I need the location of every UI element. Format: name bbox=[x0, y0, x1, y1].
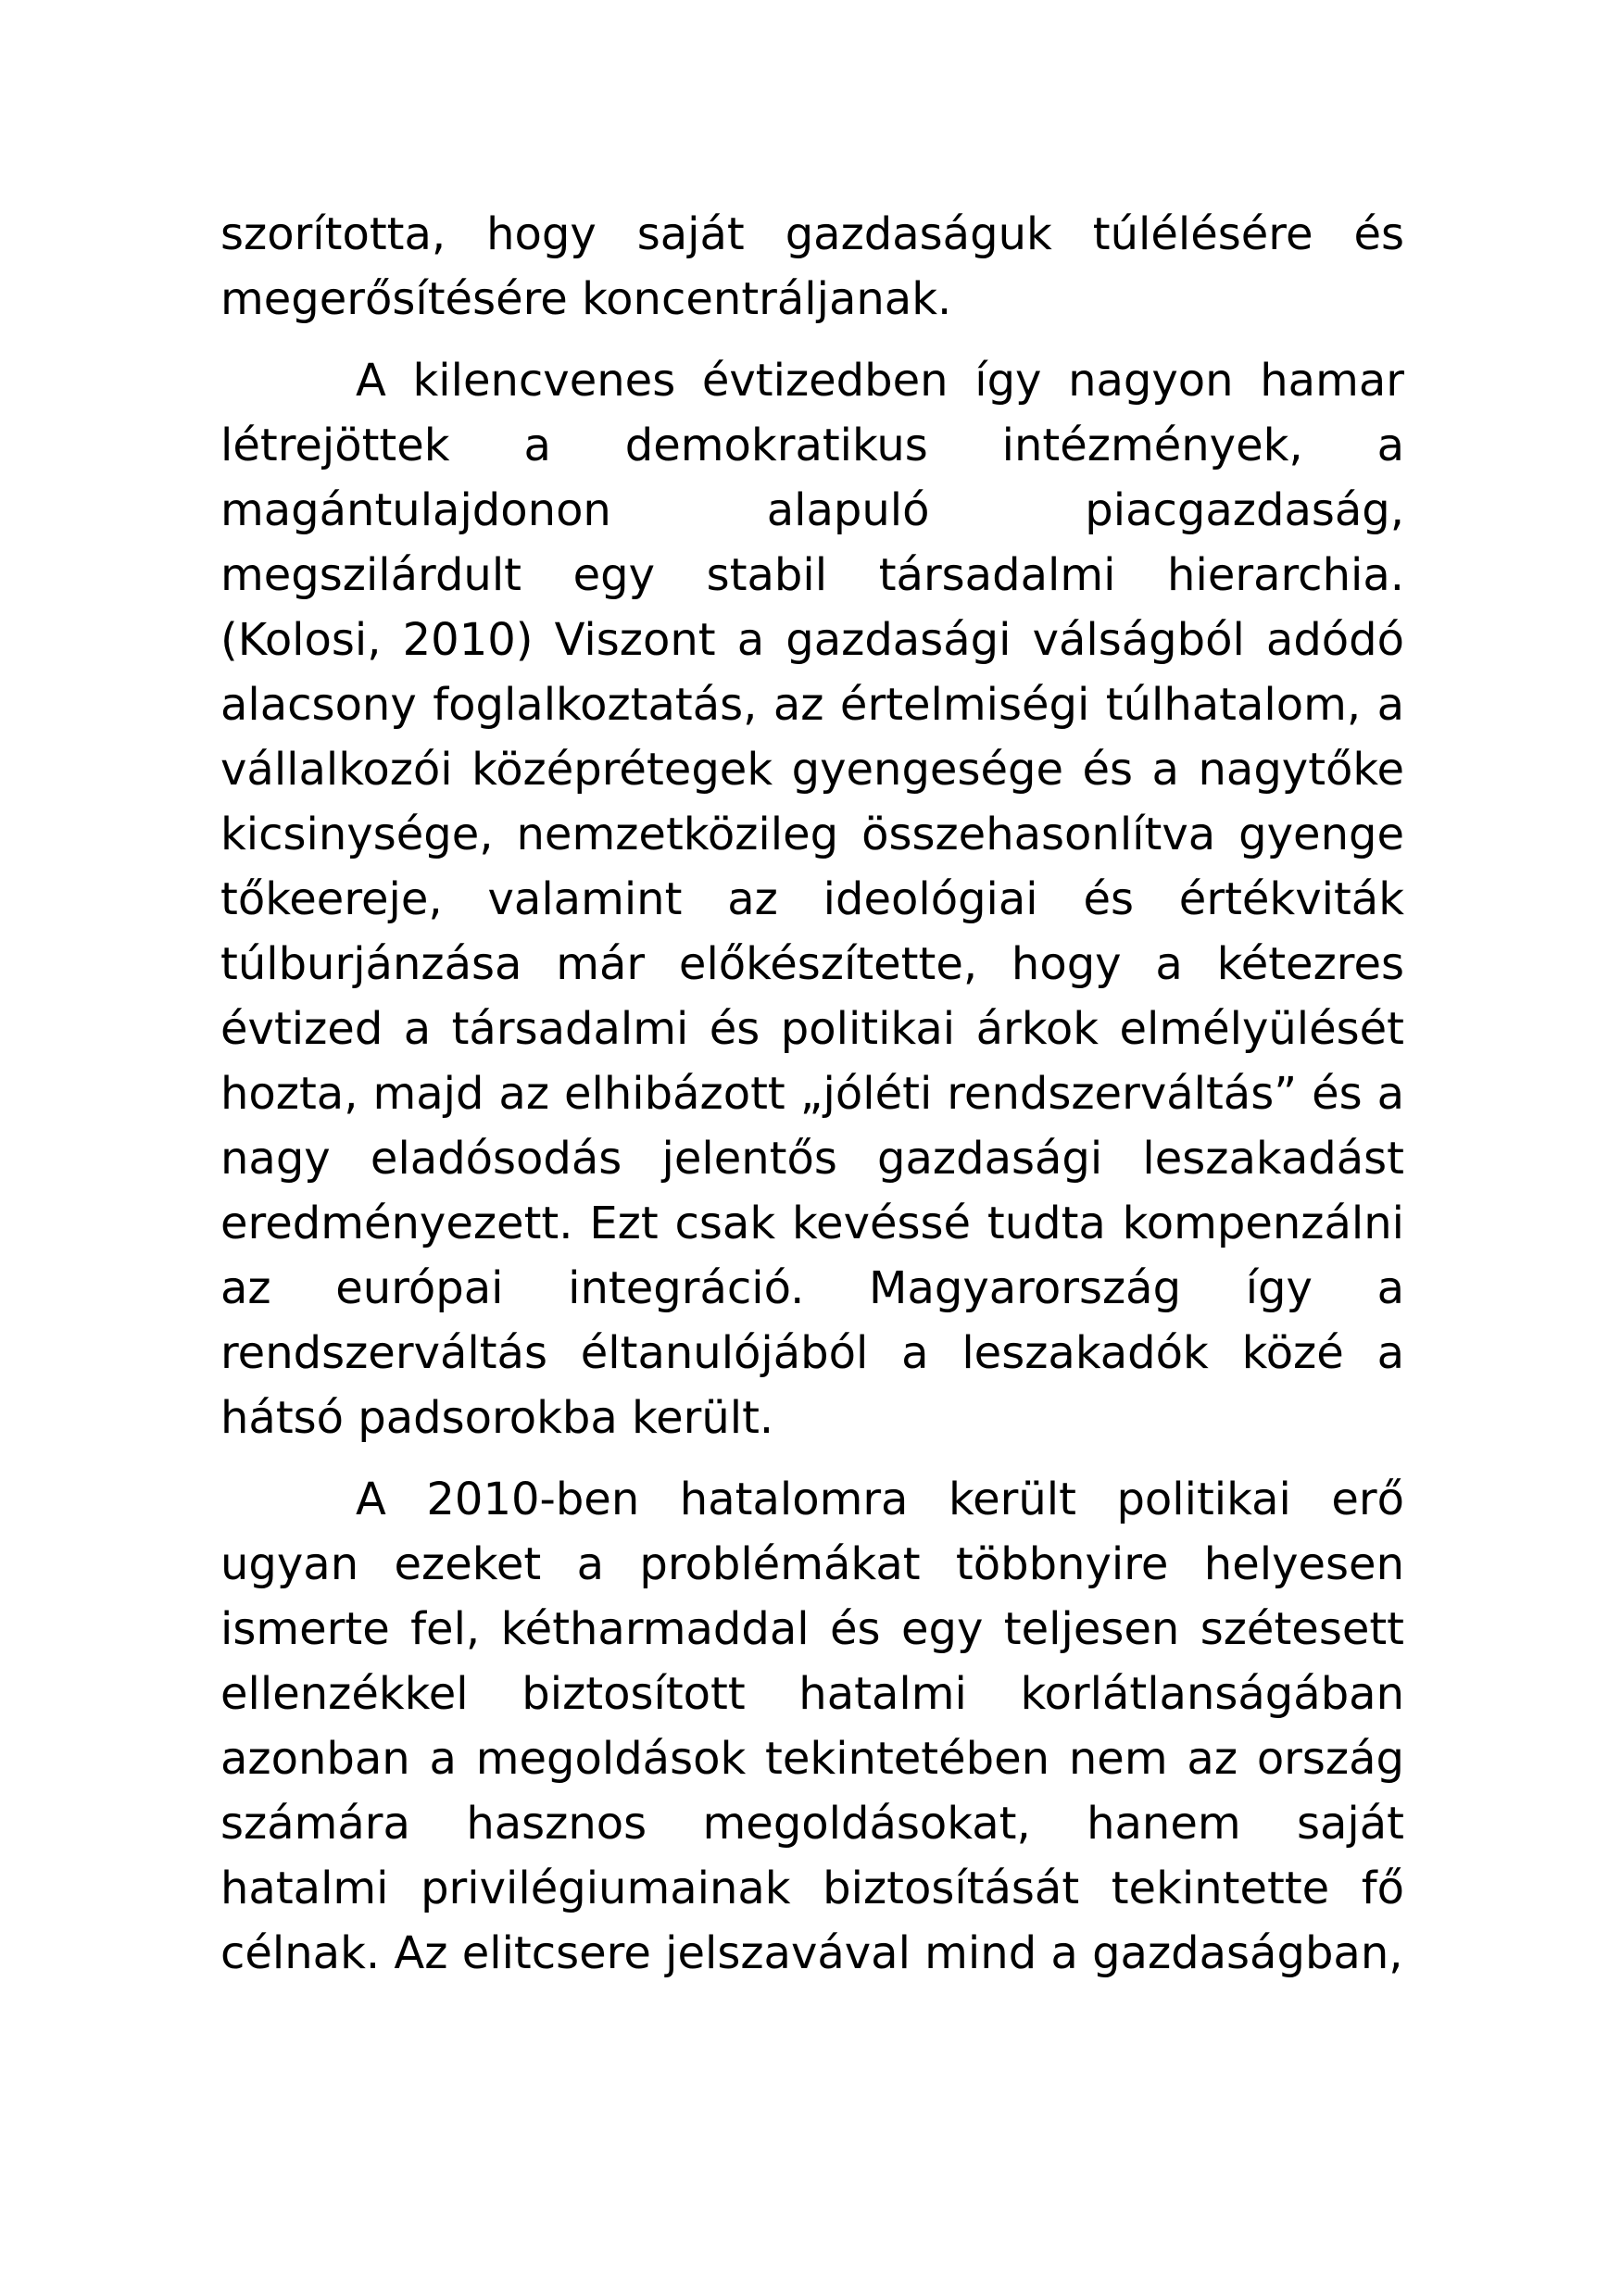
paragraph-2010-political-power: A 2010-ben hatalomra került politikai erő ugyan ezeket a problémákat többnyire helyesen ismerte fel, kétharmaddal és egy teljesen szétesett ellenzékkel biztosított hatalmi korlátlanságában azonban a megoldások tekintetében nem az ország számára hasznos megoldásokat, hanem saját hatalmi privilégiumainak biztosítását tekintette fő célnak. Az elitcsere jelszavával mind a gazdaságban, bbox=[220, 1474, 1404, 1979]
paragraph-continuation: szorította, hogy saját gazdaságuk túlélésére és megerősítésére koncentráljanak. bbox=[220, 208, 1404, 325]
body-text bbox=[220, 202, 1404, 1986]
paragraph-ninetees-decade: A kilencvenes évtizedben így nagyon hamar létrejöttek a demokratikus intézmények, a magántulajdonon alapuló piacgazdaság, megszilárdult egy stabil társadalmi hierarchia. (Kolosi, 2010) Viszont a gazdasági válságból adódó alacsony foglalkoztatás, az értelmiségi túlhatalom, a vállalkozói középrétegek gyengesége és a nagytőke kicsinysége, nemzetközileg összehasonlítva gyenge tőkeereje, valamint az ideológiai és értékviták túlburjánzása már előkészítette, hogy a kétezres évtized a társadalmi és politikai árkok elmélyülését hozta, majd az elhibázott „jóléti rendszerváltás” és a nagy eladósodás jelentős gazdasági leszakadást eredményezett. Ezt csak kevéssé tudta kompenzálni az európai integráció. Magyarország így a rendszerváltás éltanulójából a leszakadók közé a hátsó padsorokba került. bbox=[220, 355, 1404, 1444]
